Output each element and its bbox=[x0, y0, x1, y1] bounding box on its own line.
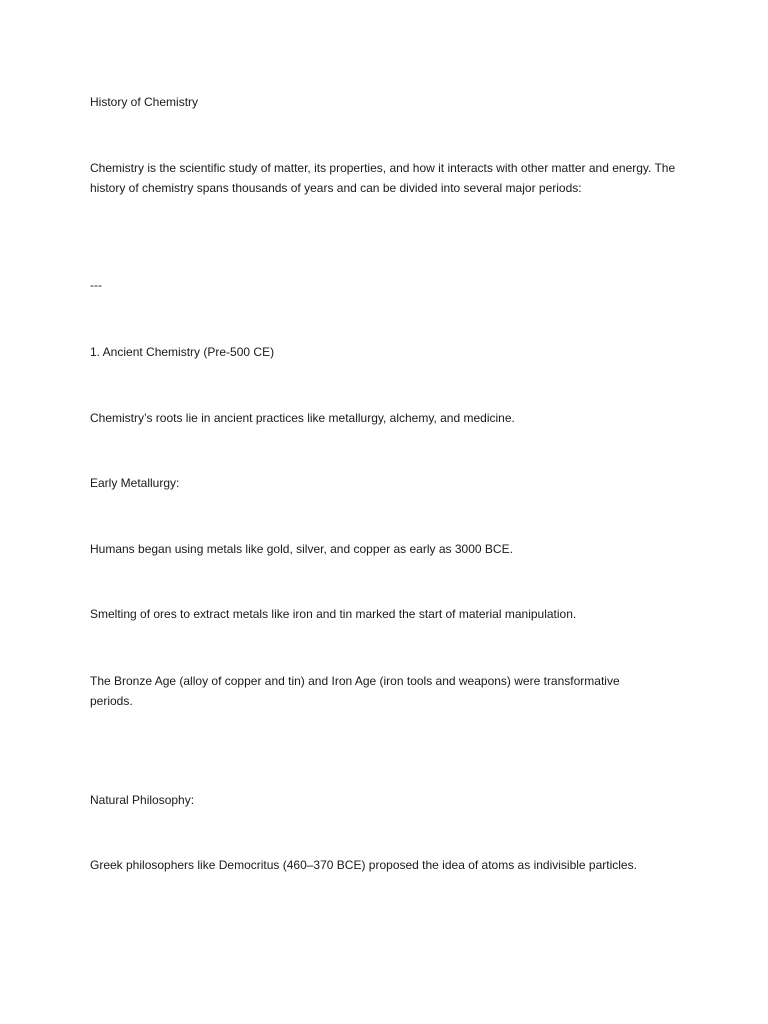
metallurgy-paragraph-2: Smelting of ores to extract metals like iron and tin marked the start of material manipulation. bbox=[90, 607, 577, 621]
metallurgy-paragraph-1: Humans began using metals like gold, silver, and copper as early as 3000 BCE. bbox=[90, 542, 513, 556]
section-1-heading: 1. Ancient Chemistry (Pre-500 CE) bbox=[90, 345, 275, 359]
natural-philosophy-heading: Natural Philosophy: bbox=[90, 793, 195, 807]
document-title: History of Chemistry bbox=[90, 95, 199, 109]
metallurgy-paragraph-3: The Bronze Age (alloy of copper and tin) and Iron Age (iron tools and weapons) were transformative periods. bbox=[90, 674, 620, 708]
early-metallurgy-heading: Early Metallurgy: bbox=[90, 476, 180, 490]
section-1-intro: Chemistry’s roots lie in ancient practices like metallurgy, alchemy, and medicine. bbox=[90, 411, 515, 425]
intro-paragraph: Chemistry is the scientific study of matter, its properties, and how it interacts with other matter and energy. The history of chemistry spans thousands of years and can be divided into several major periods: bbox=[90, 161, 676, 195]
natural-philosophy-paragraph-1: Greek philosophers like Democritus (460–370 BCE) proposed the idea of atoms as indivisible particles. bbox=[90, 858, 637, 872]
section-separator: --- bbox=[90, 278, 102, 292]
